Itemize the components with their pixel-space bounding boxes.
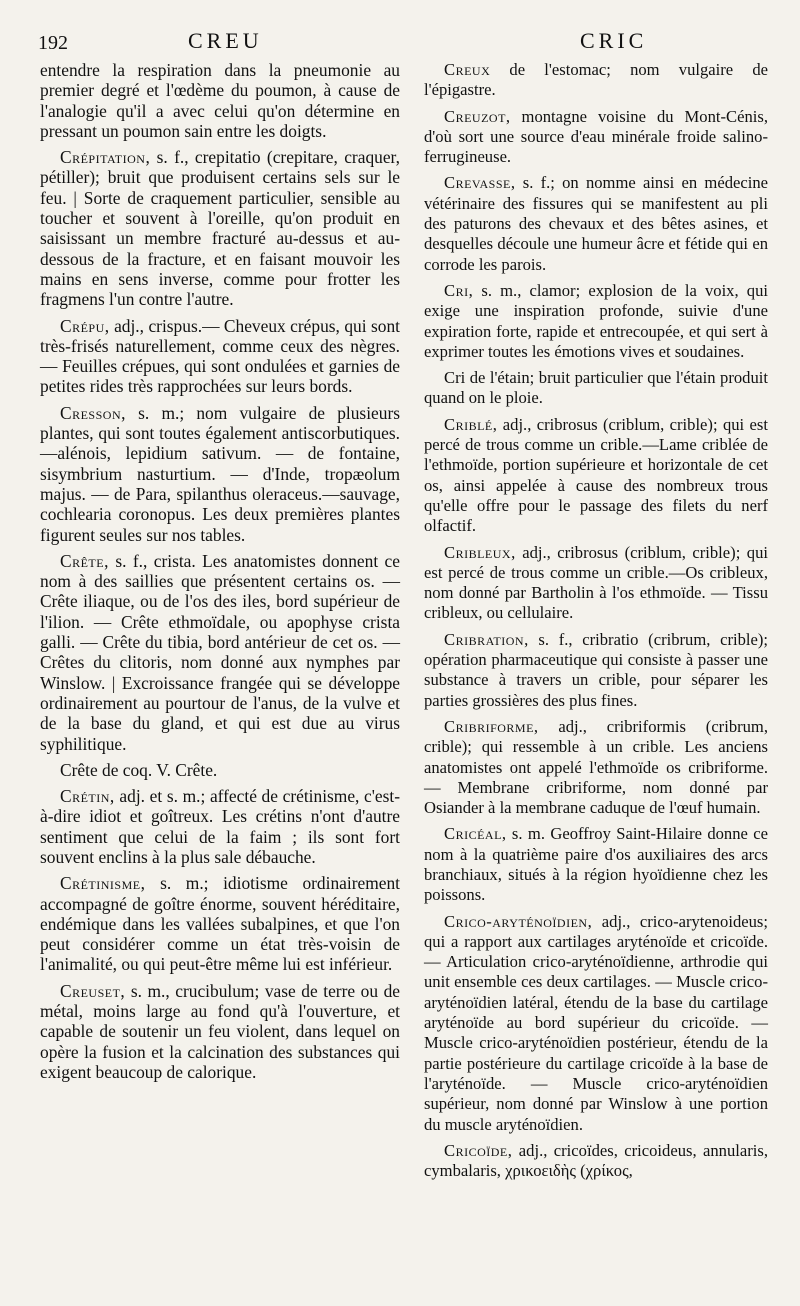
entry-paragraph xyxy=(424,717,768,818)
entry-paragraph xyxy=(40,981,400,1082)
entry-paragraph xyxy=(424,543,768,624)
entry-headword: Crête, xyxy=(60,550,109,571)
entry-headword: Cribleux, xyxy=(444,542,516,562)
entry-text: s. f.; on nomme ainsi en médecine vétérinaire des fissures qui se manifestent au pli des paturons des chevaux et des bêtes asines, et desquelles découle une humeur âcre et fétide qui en corrode les parois. xyxy=(424,173,768,274)
entry-text: s. m.; nom vulgaire de plusieurs plantes, qui sont toutes également antiscorbutiques.—alénois, lepidium sativum. — de fontaine, sisymbrium nasturtium. — d'Inde, tropæolum majus. — de Para, spilanthus oleraceus.—sauvage, cochlearia coronopus. Les deux premières plantes figurent seules sur nos tables. xyxy=(40,402,400,545)
entry-text: adj., crico-arytenoideus; qui a rapport aux cartilages aryténoïde et cricoïde. — Articulation crico-aryténoïdienne, arthrodie qui unit ensemble ces deux cartilages. — Muscle crico-aryténoïdien latéral, étendu de la base du cartilage aryténoïde au bord supérieur du cricoïde. — Muscle crico-aryténoïdien postérieur, étendu de la partie postérieure du cartilage cricoïde à la base de l'aryténoïde. — Muscle crico-aryténoïdien supérieur, nom donné par Winslow à une portion du muscle aryténoïdien. xyxy=(424,911,768,1134)
entry-paragraph xyxy=(424,824,768,905)
entry-text: s. m., clamor; explosion de la voix, qui exige une inspiration profonde, suivie d'une expiration forte, rapide et entrecoupée, et qui sert à exprimer toutes les émotions vives et soudaines. xyxy=(424,280,768,361)
entry-text: adj. et s. m.; affecté de crétinisme, c'est-à-dire idiot et goîtreux. Les crétins n'ont d'autre sentiment que celui de la faim ; ils sont fort souvent enclins à la plus sale débauche. xyxy=(40,786,400,867)
entry-headword: Criblé, xyxy=(444,414,498,434)
entry-text: adj., cribriformis (cribrum, crible); qui ressemble à un crible. Les anciens anatomistes ont appelé l'ethmoïde os cribriforme. — Membrane cribriforme, nom donné par Osiander à la membrane caduque de l'œuf humain. xyxy=(424,716,768,818)
entry-headword: Cri, xyxy=(444,280,474,300)
entry-text: montagne voisine du Mont-Cénis, d'où sort une source d'eau minérale froide salino-ferrugineuse. xyxy=(424,106,768,167)
entry-paragraph xyxy=(40,873,400,974)
entry-paragraph xyxy=(424,107,768,168)
entry-text: s. m.; idiotisme ordinairement accompagné de goître énorme, souvent héréditaire, endémique dans les vallées subalpines, et que l'on peut considérer comme un état très-voisin de l'animalité, ou qui peut-être même lui est inférieur. xyxy=(40,873,400,975)
entry-text: s. f., cribratio (cribrum, crible); opération pharmaceutique qui consiste à passer une substance à travers un crible, pour séparer les parties grossières des plus fines. xyxy=(424,629,768,710)
entry-paragraph xyxy=(40,316,400,397)
right-column xyxy=(424,60,768,1187)
entry-paragraph xyxy=(40,403,400,545)
entry-text: adj., crispus.— Cheveux crépus, qui sont très-frisés naturellement, comme ceux des nègres. — Feuilles crépues, qui sont ondulées et garnies de petites rides très rapprochées sur leurs bords. xyxy=(40,315,400,397)
entry-text: Cri de l'étain; bruit particulier que l'étain produit quand on le ploie. xyxy=(424,368,768,408)
right-running-title: CRIC xyxy=(580,28,648,53)
entry-text: s. f., crista. Les anatomistes donnent ce nom à des saillies que présentent certains os. — Crête iliaque, ou de l'os des iles, bord supérieur de l'ilion. — Crête ethmoïdale, ou apophyse crista galli. — Crête du tibia, bord antérieur de cet os. — Crêtes du clitoris, nom donné aux nymphes par Winslow. | Excroissance frangée qui se développe ordinairement au pourtour de l'anus, de la vulve et de la base du gland, et qui est due au virus syphilitique. xyxy=(40,550,400,754)
left-running-title: CREU xyxy=(188,28,263,53)
entry-text: s. m. Geoffroy Saint-Hilaire donne ce nom à la quatrième paire d'os auxiliaires des arcs branchiaux, situés à la région hyoïdienne chez les poissons. xyxy=(424,824,768,905)
entry-text: Crête de coq. V. Crête. xyxy=(60,759,218,780)
entry-paragraph xyxy=(40,760,400,780)
entry-headword: Crépu, xyxy=(60,315,110,336)
entry-paragraph xyxy=(424,1141,768,1182)
entry-text: s. f., crepitatio (crepitare, craquer, pétiller); bruit que produisent certains sels sur le feu. | Sorte de craquement particulier, sensible au toucher et souvent à l'oreille, qu'on produit en saisissant un membre fracturé au-dessus et au-dessous de la fracture, et en faisant mouvoir les mains en sens inverse, comme pour frotter les fragmens l'un contre l'autre. xyxy=(40,147,400,310)
entry-headword: Crétinisme, xyxy=(60,873,146,894)
entry-paragraph xyxy=(424,630,768,711)
entry-paragraph xyxy=(40,786,400,867)
entry-text: adj., cribrosus (criblum, crible); qui est percé de trous comme un crible.—Os cribleux, nom donné par Bartholin à l'os ethmoïde. — Tissu cribleux, ou cellulaire. xyxy=(424,542,768,623)
entry-paragraph xyxy=(40,147,400,309)
entry-headword: Creuzot, xyxy=(444,106,511,126)
entry-headword: Cribriforme, xyxy=(444,716,539,736)
entry-paragraph xyxy=(424,415,768,537)
entry-paragraph xyxy=(40,60,400,141)
entry-headword: Crétin, xyxy=(60,786,115,807)
entry-headword: Cricoïde, xyxy=(444,1140,513,1160)
entry-text: entendre la respiration dans la pneumonie au premier degré et l'œdème du poumon, à cause de l'analogie qu'il a avec celui qu'on détermine en pressant un poumon sain entre les doigts. xyxy=(40,60,400,141)
entry-headword: Creux xyxy=(444,60,491,79)
entry-text: adj., cribrosus (criblum, crible); qui est percé de trous comme un crible.—Lame criblée de l'ethmoïde, portion supérieure et horizontale de cet os, ainsi appelée à cause des nombreux trous qu'elle offre pour le passage des filets du nerf olfactif. xyxy=(424,414,768,536)
entry-paragraph xyxy=(40,551,400,754)
entry-headword: Crépitation, xyxy=(60,147,151,168)
entry-paragraph xyxy=(424,368,768,409)
entry-paragraph xyxy=(424,60,768,101)
entry-text: de l'estomac; nom vulgaire de l'épigastre. xyxy=(424,60,768,100)
entry-headword: Crevasse, xyxy=(444,173,516,193)
entry-paragraph xyxy=(424,912,768,1135)
entry-headword: Creuset, xyxy=(60,980,126,1001)
entry-paragraph xyxy=(424,173,768,274)
entry-text: adj., cricoïdes, cricoideus, annularis, cymbalaris, χρικοειδὴς (χρίκος, xyxy=(424,1140,768,1181)
entry-headword: Cricéal, xyxy=(444,824,507,844)
left-column xyxy=(40,60,400,1088)
entry-headword: Crico-aryténoïdien, xyxy=(444,911,593,931)
entry-headword: Cribration, xyxy=(444,629,529,649)
page-number: 192 xyxy=(38,32,68,54)
entry-text: s. m., crucibulum; vase de terre ou de métal, moins large au fond qu'à l'ouverture, et capable de soutenir un feu violent, dans lequel on opère la fusion et la calcination des substances qui exigent beaucoup de calorique. xyxy=(40,980,400,1082)
entry-headword: Cresson, xyxy=(60,402,126,423)
entry-paragraph xyxy=(424,281,768,362)
running-header xyxy=(0,24,800,64)
